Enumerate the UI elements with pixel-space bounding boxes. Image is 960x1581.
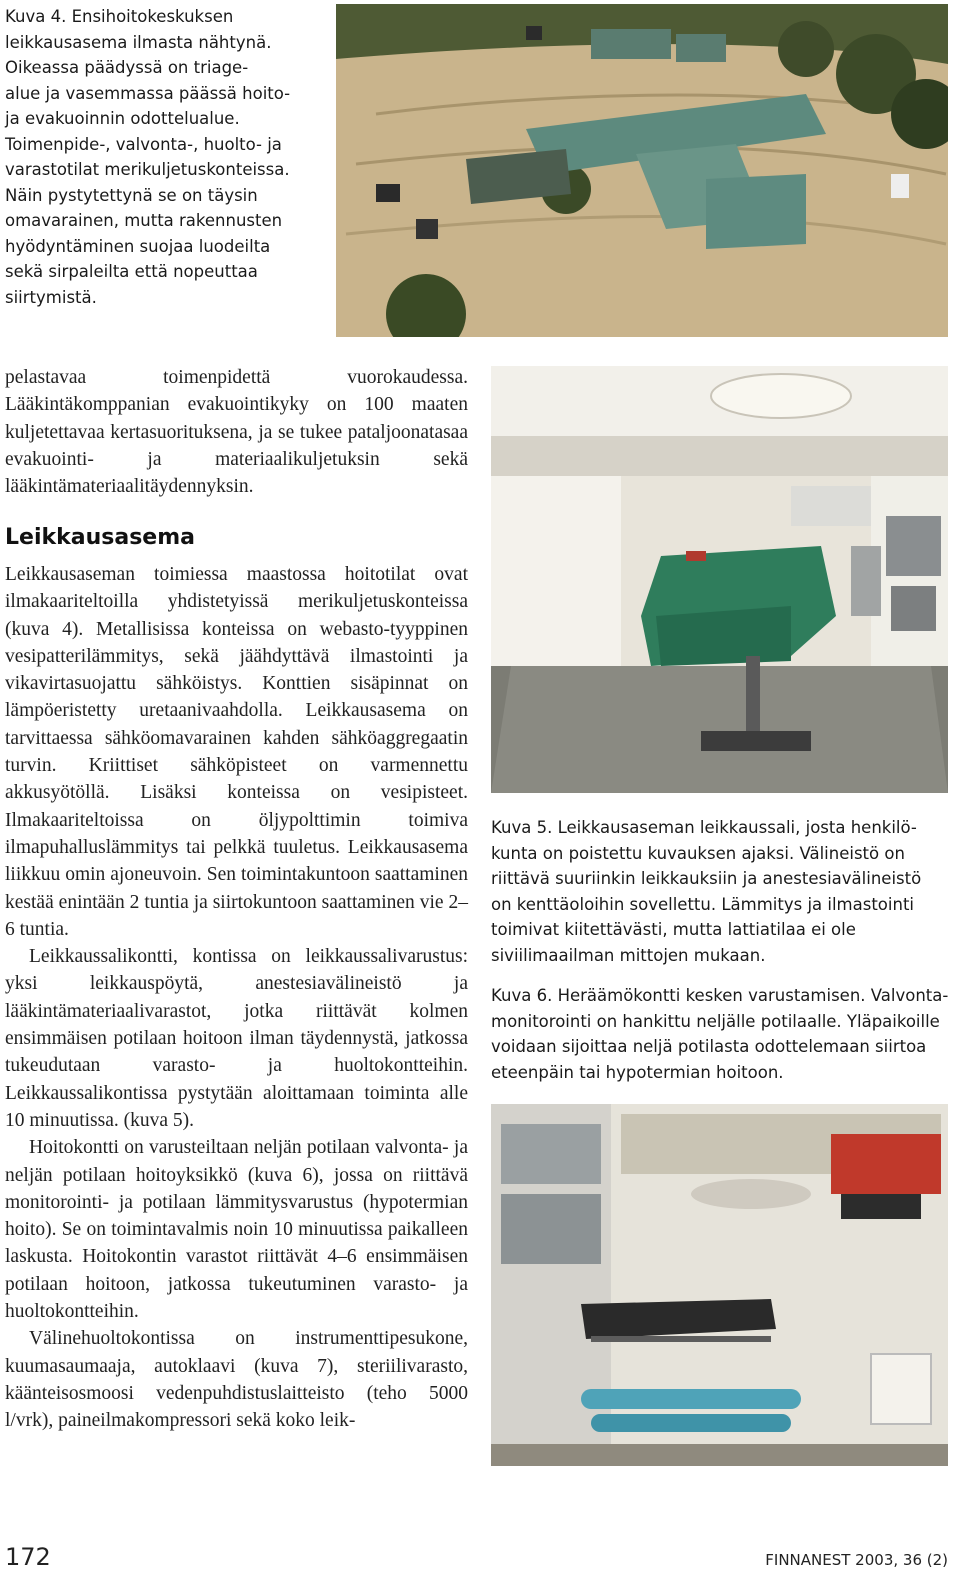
caption-line: Oikeassa päädyssä on triage- (5, 58, 249, 77)
body-paragraph: Hoitokontti on varusteiltaan neljän potilaan valvonta- ja neljän potilaan hoitoyksikkö (kuva 6), jossa on riittävä monitorointi- ja potilaan lämmitysvarustus (hypotermian hoito). Se on toimintavalmis noin 10 minuutissa paikalleen laskusta. Hoitokontin varastot riittävät 4–6 ensimmäisen potilaan hoitoon, jatkossa tukeutuminen varasto- ja huoltokontteihin. (5, 1137, 468, 1323)
caption-line: ja evakuoinnin odottelualue. (5, 109, 240, 128)
caption-line: Kuva 6. Heräämökontti kesken varustamisen. Valvonta- (491, 986, 949, 1005)
caption-line: sekä sirpaleilta että nopeuttaa (5, 262, 258, 281)
caption-line: leikkausasema ilmasta nähtynä. (5, 32, 272, 52)
operating-room-photo (491, 366, 948, 793)
journal-citation: FINNANEST 2003, 36 (2) (765, 1551, 948, 1569)
caption-line: kunta on poistettu kuvauksen ajaksi. Välineistö on (491, 843, 905, 863)
intro-paragraph: pelastavaa toimenpidettä vuorokaudessa. Lääkintäkomppanian evakuointikyky on 100 maaten kuljetettavaa kertasuorituksena, ja se tukee pataljoonatasaa evakuointi- ja materiaalikuljetuksin sekä lääkintämateriaalitäydennyksin. (5, 367, 468, 498)
caption-line: alue ja vasemmassa päässä hoito- (5, 83, 291, 103)
page-number: 172 (5, 1543, 51, 1571)
body-paragraph: Leikkausaseman toimiessa maastossa hoitotilat ovat ilmakaariteltoilla yhdistetyissä merikuljetuskonteissa (kuva 4). Metallisissa konteissa on webasto-tyyppinen vesipatterilämmitys, sekä jäähdyttävä ilmastointi ja vikavirtasuojattu sähköistys. Konttien sisäpinnat on lämpöeristetty uretaanivaahdolla. Leikkausasema on tarvittaessa sähköomavarainen kahden sähköaggregaatin turvin. Kriittiset sähköpisteet on varmennettu akkusyötöllä. Lisäksi konteissa on vesipisteet. Ilmakaariteltoissa on öljypolttimin toimiva ilmapuhalluslämmitys tai pelkkä tuuletus. Leikkausasema liikkuu omin ajoneuvoin. Sen toimintakuntoon saattaminen kestää enintään 2 tuntia ja siirtokuntoon saattaminen vie 2–6 tuntia. (5, 564, 468, 940)
caption-line: siviilimaailman mittojen mukaan. (491, 945, 766, 965)
caption-line: on kenttäoloihin sovellettu. Lämmitys ja ilmastointi (491, 894, 914, 914)
caption-line: riittävä suuriinkin leikkauksiin ja anestesiavälineistö (491, 869, 922, 888)
caption-line: siirtymistä. (5, 287, 97, 307)
article-body (5, 561, 468, 1435)
recovery-container-photo (491, 1104, 948, 1466)
body-paragraph: Välinehuoltokontissa on instrumenttipesukone, kuumasaumaaja, autoklaavi (kuva 7), steriilivarasto, käänteisosmoosi vedenpuhdistuslaitteisto (teho 5000 l/vrk), paineilmakompressori sekä koko leik- (5, 1328, 468, 1432)
caption-line: Näin pystytettynä se on täysin (5, 185, 258, 205)
caption-kuva-5 (491, 815, 951, 968)
caption-line: toimivat kiitettävästi, mutta lattiatilaa ei ole (491, 920, 856, 939)
caption-line: Kuva 5. Leikkausaseman leikkaussali, josta henkilö- (491, 818, 917, 837)
caption-kuva-6 (491, 983, 951, 1085)
caption-line: Kuva 4. Ensihoitokeskuksen (5, 7, 234, 26)
article-intro (5, 364, 468, 500)
caption-line: Toimenpide-, valvonta-, huolto- ja (5, 134, 282, 154)
caption-line: voidaan sijoittaa neljä potilasta odottelemaan siirtoa (491, 1037, 927, 1056)
caption-line: eteenpäin tai hypotermian hoitoon. (491, 1062, 784, 1082)
body-paragraph: Leikkaussalikontti, kontissa on leikkaussalivarustus: yksi leikkauspöytä, anestesiavälineistö ja lääkintämateriaalivarastot, jotka riittävät kolmen ensimmäisen potilaan hoitoon ilman täydennystä, jatkossa tukeudutaan varasto- ja huoltokontteihin. Leikkaussalikontissa pystytään aloittamaan toiminta alle 10 minuutissa. (kuva 5). (5, 946, 468, 1131)
caption-line: monitorointi on hankittu neljälle potilaalle. Yläpaikoille (491, 1011, 940, 1031)
caption-line: varastotilat merikuljetuskonteissa. (5, 160, 290, 179)
caption-kuva-4 (5, 4, 325, 310)
aerial-photo (336, 4, 948, 337)
caption-line: hyödyntäminen suojaa luodeilta (5, 236, 271, 256)
section-heading: Leikkausasema (5, 525, 195, 550)
caption-line: omavarainen, mutta rakennusten (5, 211, 283, 230)
